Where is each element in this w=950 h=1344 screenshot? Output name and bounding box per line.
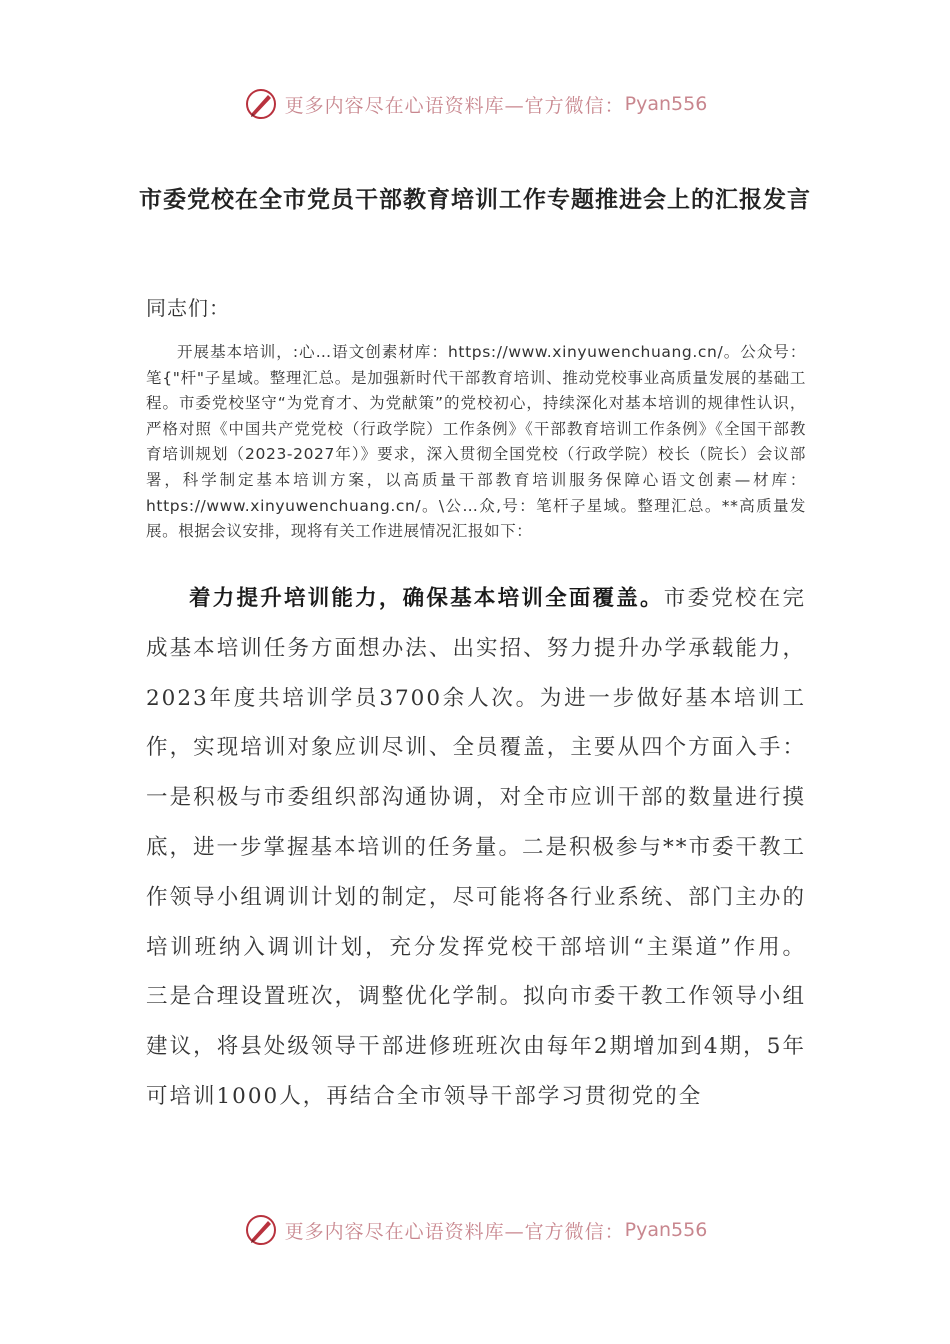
header-banner (0, 84, 950, 124)
section-1-text: 市委党校在完成基本培训任务方面想办法、出实招、努力提升办学承载能力，2023年度共培训学员3700余人次。为进一步做好基本培训工作，实现培训对象应训尽训、全员覆盖，主要从四个方面入手：一是积极与市委组织部沟通协调，对全市应训干部的数量进行摸底，进一步掌握基本培训的任务量。二是积极参与**市委干教工作领导小组调训计划的制定，尽可能将各行业系统、部门主办的培训班纳入调训计划，充分发挥党校干部培训“主渠道”作用。三是合理设置班次，调整优化学制。拟向市委干教工作领导小组建议，将县处级领导干部进修班班次由每年2期增加到4期，5年可培训1000人，再结合全市领导干部学习贯彻党的全 (146, 586, 807, 1109)
section-1-paragraph (146, 574, 806, 1122)
intro-paragraph: 开展基本培训，:心…语文创素材库：https://www.xinyuwenchuang.cn/。公众号：笔{"杆"子星域。整理汇总。是加强新时代干部教育培训、推动党校事业高质量发展的基础工程。市委党校坚守“为党育才、为党献策”的党校初心，持续深化对基本培训的规律性认识，严格对照《中国共产党党校（行政学院）工作条例》《干部教育培训工作条例》《全国干部教育培训规划（2023-2027年）》要求，深入贯彻全国党校（行政学院）校长（院长）会议部署，科学制定基本培训方案，以高质量干部教育培训服务保障心语文创素—材库：https://www.xinyuwenchuang.cn/。\公…众,号：笔杆子星域。整理汇总。**高质量发展。根据会议安排，现将有关工作进展情况汇报如下： (146, 343, 807, 541)
greeting: 同志们： (146, 296, 230, 320)
footer-banner (0, 1210, 950, 1250)
pen-logo-icon (243, 1212, 279, 1248)
banner-text: 更多内容尽在心语资料库—官方微信： (284, 1220, 625, 1243)
document-title: 市委党校在全市党员干部教育培训工作专题推进会上的汇报发言 (139, 187, 811, 213)
banner-wechat-id: Pyan556 (624, 1219, 708, 1241)
banner-text: 更多内容尽在心语资料库—官方微信： (284, 94, 625, 117)
pen-logo-icon (243, 86, 279, 122)
section-1-heading: 着力提升培训能力，确保基本培训全面覆盖。 (189, 586, 664, 611)
banner-wechat-id: Pyan556 (624, 93, 708, 115)
